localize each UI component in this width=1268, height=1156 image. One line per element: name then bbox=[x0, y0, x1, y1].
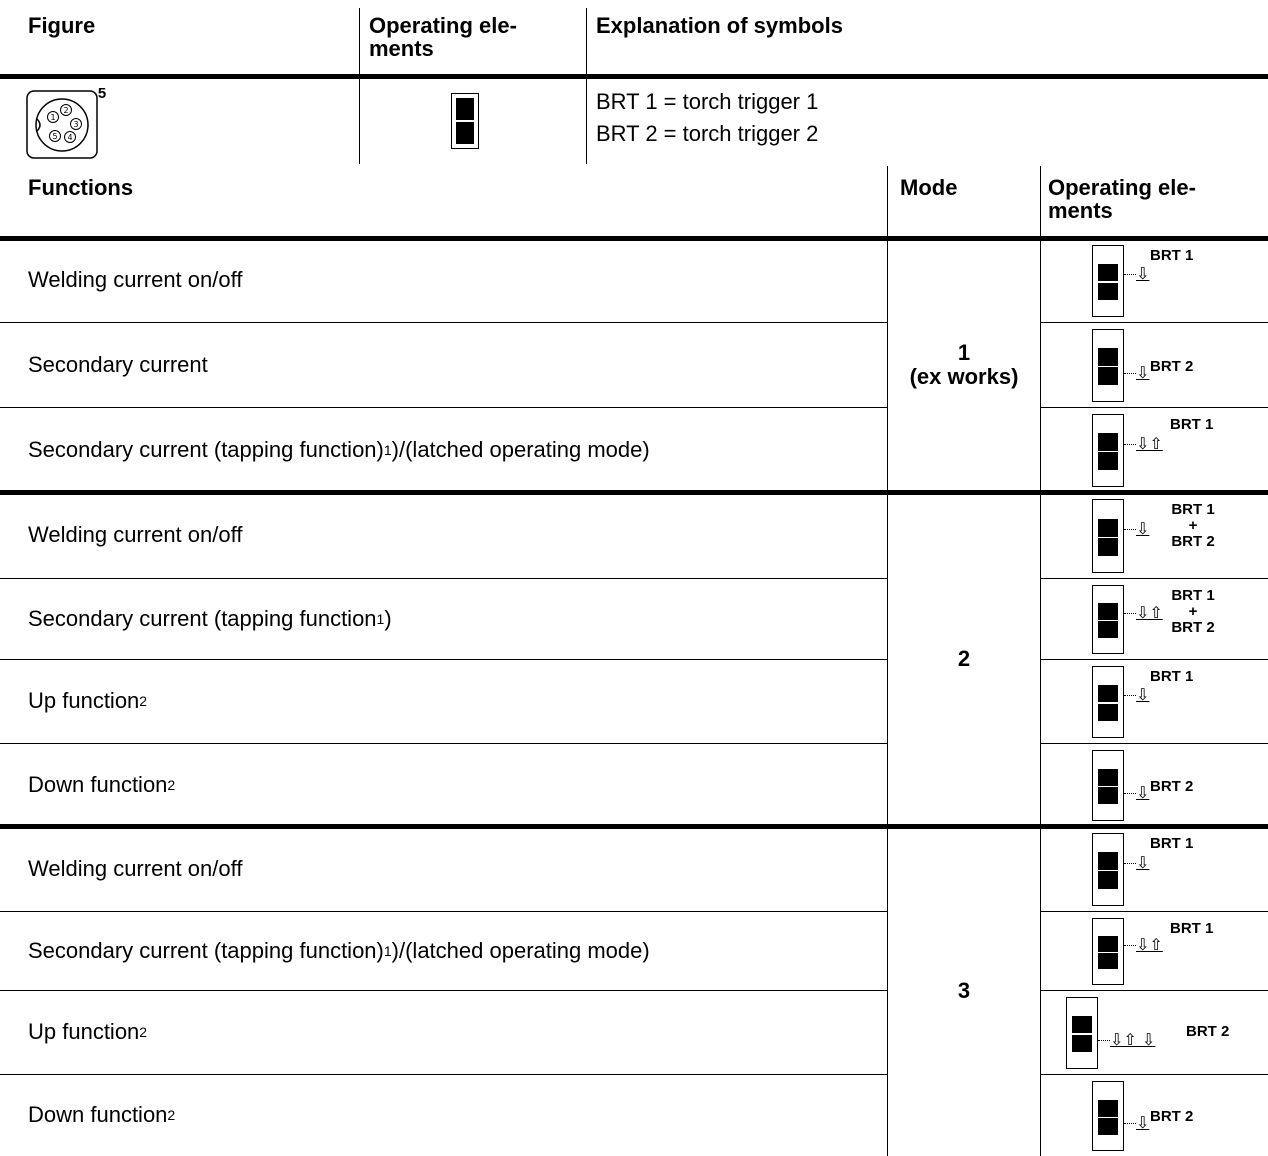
row-separator bbox=[0, 1074, 888, 1075]
switch-button-2 bbox=[1098, 538, 1118, 556]
tap-down-up-arrow-icon: ⇩⇧ ⇩ bbox=[1110, 1030, 1156, 1049]
footnote-marker: 1 bbox=[376, 610, 385, 627]
row-separator bbox=[1040, 578, 1268, 579]
trigger-label-line: BRT 1 bbox=[1171, 587, 1215, 604]
dual-trigger-switch-icon bbox=[1092, 499, 1124, 573]
mode-value bbox=[888, 647, 1040, 671]
trigger-label: BRT 1 bbox=[1170, 416, 1214, 433]
switch-button-2 bbox=[1098, 452, 1118, 470]
function-text-tail: )/(latched operating mode) bbox=[391, 937, 650, 963]
tap-down-up-arrow-icon: ⇩⇧ bbox=[1136, 934, 1163, 954]
press-down-arrow-icon: ⇩ bbox=[1136, 782, 1150, 802]
dual-trigger-switch-icon bbox=[1066, 997, 1098, 1069]
top-divider-1 bbox=[359, 8, 360, 164]
row-separator bbox=[0, 322, 888, 323]
switch-button-2 bbox=[1098, 871, 1118, 889]
footnote-marker: 2 bbox=[139, 693, 148, 709]
function-text: Secondary current (tapping function bbox=[28, 605, 377, 631]
row-separator bbox=[1040, 407, 1268, 408]
connector-line bbox=[1124, 695, 1136, 696]
connector-line bbox=[1098, 1040, 1110, 1041]
switch-button-1 bbox=[1098, 348, 1118, 366]
top-header-rule bbox=[0, 74, 1268, 79]
connector-pin-label: 5 bbox=[52, 132, 58, 141]
connector-pin-count: 5 bbox=[97, 85, 107, 102]
row-separator bbox=[0, 407, 888, 408]
press-down-arrow-icon: ⇩ bbox=[1136, 852, 1150, 872]
row-separator bbox=[1040, 990, 1268, 991]
function-label bbox=[28, 267, 242, 293]
row-separator bbox=[1040, 911, 1268, 912]
connector-line bbox=[1124, 373, 1136, 374]
row-separator bbox=[1040, 743, 1268, 744]
functions-header: Functions bbox=[28, 175, 134, 200]
trigger-label: BRT 1 bbox=[1150, 835, 1194, 852]
function-label bbox=[28, 1019, 147, 1045]
dual-trigger-switch-icon bbox=[1092, 329, 1124, 402]
switch-button-2 bbox=[1098, 1118, 1118, 1135]
press-down-arrow-icon: ⇩ bbox=[1136, 264, 1150, 283]
connector-pin-label: 4 bbox=[67, 133, 73, 142]
functions-divider-2 bbox=[1040, 166, 1041, 1156]
trigger-label: BRT 2 bbox=[1150, 1108, 1194, 1125]
operating-elements-header-2: Operating ele- ments bbox=[1048, 175, 1196, 223]
function-text: Welding current on/off bbox=[28, 522, 243, 547]
footnote-marker: 1 bbox=[383, 441, 392, 458]
row-separator bbox=[1040, 1074, 1268, 1075]
switch-button-1 bbox=[1098, 433, 1118, 451]
footnote-marker: 2 bbox=[167, 776, 176, 793]
row-separator bbox=[0, 990, 888, 991]
switch-button-2 bbox=[1098, 787, 1118, 804]
footnote-marker: 2 bbox=[139, 1024, 148, 1040]
connector-line bbox=[1124, 863, 1136, 864]
dual-trigger-switch-icon bbox=[1092, 245, 1124, 317]
connector-line bbox=[1124, 613, 1136, 614]
operating-elements-header: Operating ele- ments bbox=[369, 13, 517, 61]
function-label bbox=[28, 688, 147, 714]
function-label bbox=[28, 772, 175, 798]
switch-button-1 bbox=[1098, 852, 1118, 870]
mode-number: 1 bbox=[957, 340, 971, 365]
press-down-arrow-icon: ⇩ bbox=[1136, 362, 1150, 382]
connector-line bbox=[1124, 529, 1136, 530]
function-text: Secondary current (tapping function) bbox=[28, 436, 384, 462]
explanation-line-2: BRT 2 = torch trigger 2 bbox=[596, 121, 819, 146]
trigger-label-line: BRT 2 bbox=[1171, 533, 1215, 550]
function-label bbox=[28, 938, 650, 964]
switch-button-2 bbox=[1072, 1035, 1092, 1052]
switch-button-1 bbox=[1098, 519, 1118, 537]
dual-trigger-switch-icon bbox=[451, 93, 479, 149]
trigger-label-line: + bbox=[1188, 603, 1198, 620]
connector-line bbox=[1124, 444, 1136, 445]
dual-trigger-switch-icon bbox=[1092, 585, 1124, 654]
tap-down-up-arrow-icon: ⇩⇧ bbox=[1136, 602, 1163, 622]
trigger-label: BRT 1 bbox=[1150, 668, 1194, 685]
function-text: Up function bbox=[28, 1019, 140, 1044]
mode-value bbox=[888, 979, 1040, 1003]
mode-header: Mode bbox=[900, 175, 958, 200]
switch-button-1 bbox=[1098, 685, 1118, 702]
row-separator bbox=[1040, 659, 1268, 660]
mode-number: 2 bbox=[957, 646, 971, 671]
switch-button-1 bbox=[1098, 603, 1118, 620]
mode-number: 3 bbox=[957, 978, 971, 1003]
function-text: Up function bbox=[28, 688, 140, 713]
switch-button-2 bbox=[1098, 953, 1118, 969]
trigger-label: BRT 2 bbox=[1150, 357, 1194, 375]
function-text: Down function bbox=[28, 1102, 168, 1127]
footnote-marker: 2 bbox=[167, 1107, 176, 1123]
figure-header: Figure bbox=[28, 13, 96, 38]
function-text-tail: ) bbox=[384, 605, 392, 631]
trigger-label: BRT 1 bbox=[1170, 920, 1214, 937]
trigger-label-line: BRT 1 bbox=[1171, 501, 1215, 518]
function-label bbox=[28, 437, 650, 463]
press-down-arrow-icon: ⇩ bbox=[1136, 685, 1150, 704]
trigger-label: BRT 2 bbox=[1150, 777, 1194, 795]
trigger-label bbox=[1158, 502, 1228, 550]
switch-button-2 bbox=[1098, 367, 1118, 385]
connector-line bbox=[1124, 945, 1136, 946]
dual-trigger-switch-icon bbox=[1092, 1081, 1124, 1151]
connector-line bbox=[1124, 1123, 1136, 1124]
function-label bbox=[28, 606, 392, 632]
trigger-label-line: + bbox=[1188, 517, 1198, 534]
trigger-label-line: BRT 2 bbox=[1171, 619, 1215, 636]
trigger-label: BRT 2 bbox=[1186, 1023, 1230, 1040]
explanation-line-1: BRT 1 = torch trigger 1 bbox=[596, 89, 819, 114]
group-rule bbox=[0, 490, 1268, 495]
switch-button-1 bbox=[1098, 936, 1118, 952]
switch-button-2 bbox=[1098, 704, 1118, 721]
trigger-label bbox=[1158, 588, 1228, 636]
function-text: Welding current on/off bbox=[28, 267, 243, 292]
connector-line bbox=[1124, 274, 1136, 275]
connector-pin-label: 3 bbox=[73, 120, 79, 129]
connector-pin-label: 1 bbox=[50, 113, 56, 122]
trigger-label: BRT 1 bbox=[1150, 247, 1194, 264]
switch-button-2 bbox=[1098, 283, 1118, 300]
row-separator bbox=[0, 578, 888, 579]
function-label bbox=[28, 856, 242, 882]
connector-line bbox=[1124, 793, 1136, 794]
switch-button-1 bbox=[1098, 264, 1118, 281]
switch-button-1 bbox=[1098, 1100, 1118, 1117]
function-text: Secondary current (tapping function) bbox=[28, 937, 384, 963]
function-text: Secondary current bbox=[28, 351, 208, 377]
function-text-tail: )/(latched operating mode) bbox=[391, 436, 650, 462]
mode-note: (ex works) bbox=[909, 364, 1019, 389]
switch-button-2 bbox=[1098, 621, 1118, 638]
function-label bbox=[28, 352, 208, 378]
function-label bbox=[28, 1102, 175, 1128]
mode-value bbox=[888, 341, 1040, 389]
footnote-marker: 1 bbox=[383, 942, 392, 959]
dual-trigger-switch-icon bbox=[1092, 750, 1124, 821]
switch-button-1 bbox=[1072, 1016, 1092, 1033]
top-divider-2 bbox=[586, 8, 587, 164]
dual-trigger-switch-icon bbox=[1092, 833, 1124, 906]
function-text: Welding current on/off bbox=[28, 855, 243, 881]
function-text: Down function bbox=[28, 771, 168, 797]
row-separator bbox=[0, 659, 888, 660]
press-down-arrow-icon: ⇩ bbox=[1136, 1113, 1150, 1132]
connector-5pin-icon bbox=[26, 84, 108, 160]
functions-header-rule bbox=[0, 236, 1268, 241]
dual-trigger-switch-icon bbox=[1092, 918, 1124, 985]
explanation-header: Explanation of symbols bbox=[596, 13, 843, 38]
press-down-arrow-icon: ⇩ bbox=[1136, 519, 1150, 538]
row-separator bbox=[0, 911, 888, 912]
dual-trigger-switch-icon bbox=[1092, 666, 1124, 738]
group-rule bbox=[0, 824, 1268, 829]
connector-pin-label: 2 bbox=[63, 106, 69, 115]
function-label bbox=[28, 522, 242, 548]
row-separator bbox=[1040, 322, 1268, 323]
switch-button-1 bbox=[1098, 769, 1118, 786]
dual-trigger-switch-icon bbox=[1092, 414, 1124, 487]
tap-down-up-arrow-icon: ⇩⇧ bbox=[1136, 433, 1163, 453]
row-separator bbox=[0, 743, 888, 744]
